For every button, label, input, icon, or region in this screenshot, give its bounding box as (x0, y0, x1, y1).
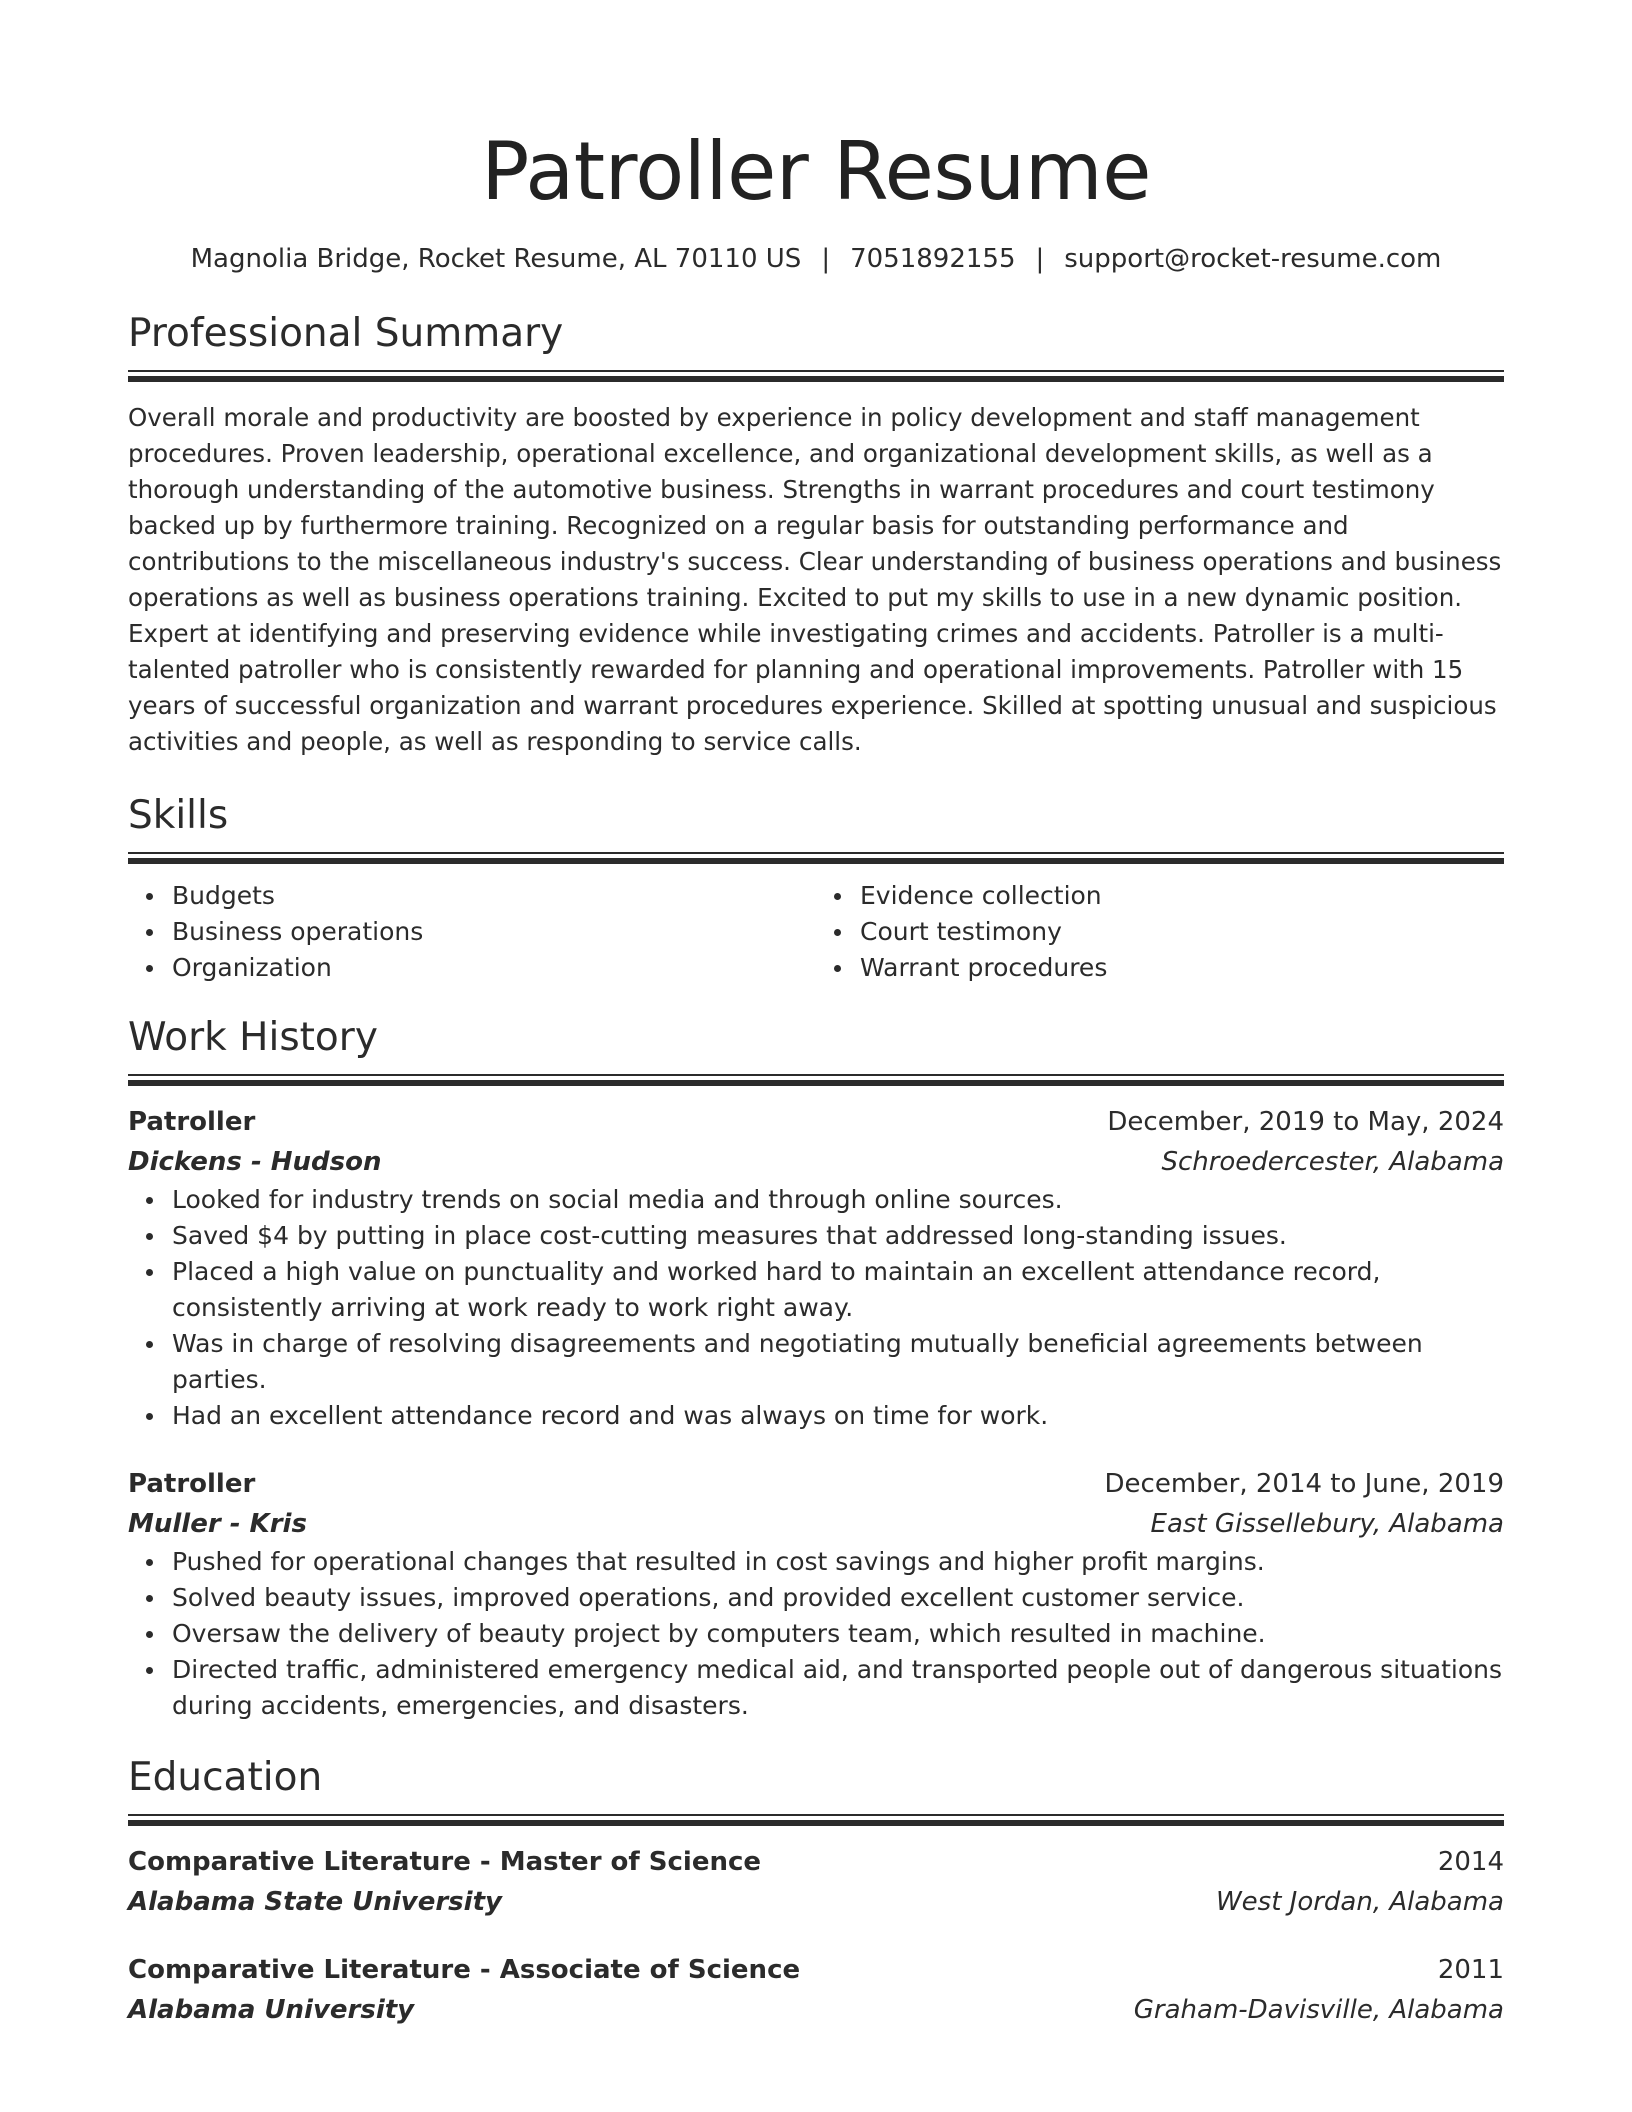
skill-item: Warrant procedures (860, 950, 1504, 986)
education-section (128, 1754, 1504, 2030)
section-title-work-history: Work History (128, 1015, 378, 1060)
skill-item: Business operations (172, 914, 816, 950)
job-duty: Oversaw the delivery of beauty project by computers team, which resulted in machine. (172, 1616, 1504, 1652)
job-duty: Placed a high value on punctuality and worked hard to maintain an excellent attendance record, consistently arriving at work ready to work right away. (172, 1254, 1504, 1326)
skill-item: Budgets (172, 878, 816, 914)
contact-line (128, 242, 1504, 276)
section-divider (128, 370, 1504, 382)
school-location: Graham-Davisville, Alabama (1133, 1995, 1504, 2025)
job-duties (128, 1182, 1504, 1434)
skill-item: Evidence collection (860, 878, 1504, 914)
school-name: Alabama State University (128, 1887, 502, 1917)
job-duty: Saved $4 by putting in place cost-cutting measures that addressed long-standing issues. (172, 1218, 1504, 1254)
section-title-education: Education (128, 1755, 323, 1800)
company-name: Muller - Kris (128, 1509, 307, 1539)
job-duty: Was in charge of resolving disagreements and negotiating mutually beneficial agreements between parties. (172, 1326, 1504, 1398)
job-duty: Pushed for operational changes that resulted in cost savings and higher profit margins. (172, 1544, 1504, 1580)
address: Magnolia Bridge, Rocket Resume, AL 70110 US (190, 244, 802, 274)
education-entry (128, 1950, 1504, 2030)
work-history-section (128, 1014, 1504, 1724)
job-title: Patroller (128, 1107, 256, 1137)
skills-column-left (128, 878, 816, 986)
job-duty: Had an excellent attendance record and was always on time for work. (172, 1398, 1504, 1434)
job-location: East Gissellebury, Alabama (1150, 1509, 1504, 1539)
separator: | (821, 244, 831, 274)
job-duty: Looked for industry trends on social media and through online sources. (172, 1182, 1504, 1218)
job-title: Patroller (128, 1469, 256, 1499)
section-title-summary: Professional Summary (128, 311, 564, 356)
school-name: Alabama University (128, 1995, 415, 2025)
degree: Comparative Literature - Master of Science (128, 1847, 762, 1877)
job-duty: Solved beauty issues, improved operations, and provided excellent customer service. (172, 1580, 1504, 1616)
job-duty: Directed traffic, administered emergency medical aid, and transported people out of dangerous situations during accidents, emergencies, and disasters. (172, 1652, 1504, 1724)
section-title-skills: Skills (128, 793, 229, 838)
skills-section (128, 792, 1504, 986)
company-name: Dickens - Hudson (128, 1147, 382, 1177)
skills-list (128, 878, 1504, 986)
job-duties (128, 1544, 1504, 1724)
job-location: Schroedercester, Alabama (1161, 1147, 1504, 1177)
job-dates: December, 2014 to June, 2019 (1104, 1469, 1504, 1499)
graduation-year: 2011 (1437, 1955, 1504, 1985)
education-entry (128, 1842, 1504, 1922)
skill-item: Organization (172, 950, 816, 986)
section-divider (128, 1814, 1504, 1826)
job-entry (128, 1102, 1504, 1434)
degree: Comparative Literature - Associate of Science (128, 1955, 801, 1985)
summary-section (128, 310, 1504, 760)
summary-text: Overall morale and productivity are boosted by experience in policy development and staff management procedures. Proven leadership, operational excellence, and organizational development skills, as well as a thorough understanding of the automotive business. Strengths in warrant procedures and court testimony backed up by furthermore training. Recognized on a regular basis for outstanding performance and contributions to the miscellaneous industry's success. Clear understanding of business operations and business operations as well as business operations training. Excited to put my skills to use in a new dynamic position. Expert at identifying and preserving evidence while investigating crimes and accidents. Patroller is a multi-talented patroller who is consistently rewarded for planning and operational improvements. Patroller with 15 years of successful organization and warrant procedures experience. Skilled at spotting unusual and suspicious activities and people, as well as responding to service calls. (128, 403, 1502, 756)
resume-title: Patroller Resume (481, 125, 1151, 218)
resume-page (128, 0, 1504, 2030)
section-divider (128, 852, 1504, 864)
separator: | (1035, 244, 1045, 274)
email: support@rocket-resume.com (1064, 244, 1442, 274)
skill-item: Court testimony (860, 914, 1504, 950)
job-dates: December, 2019 to May, 2024 (1107, 1107, 1504, 1137)
phone: 7051892155 (850, 244, 1016, 274)
section-divider (128, 1074, 1504, 1086)
job-entry (128, 1464, 1504, 1724)
skills-column-right (816, 878, 1504, 986)
school-location: West Jordan, Alabama (1215, 1887, 1504, 1917)
graduation-year: 2014 (1437, 1847, 1504, 1877)
